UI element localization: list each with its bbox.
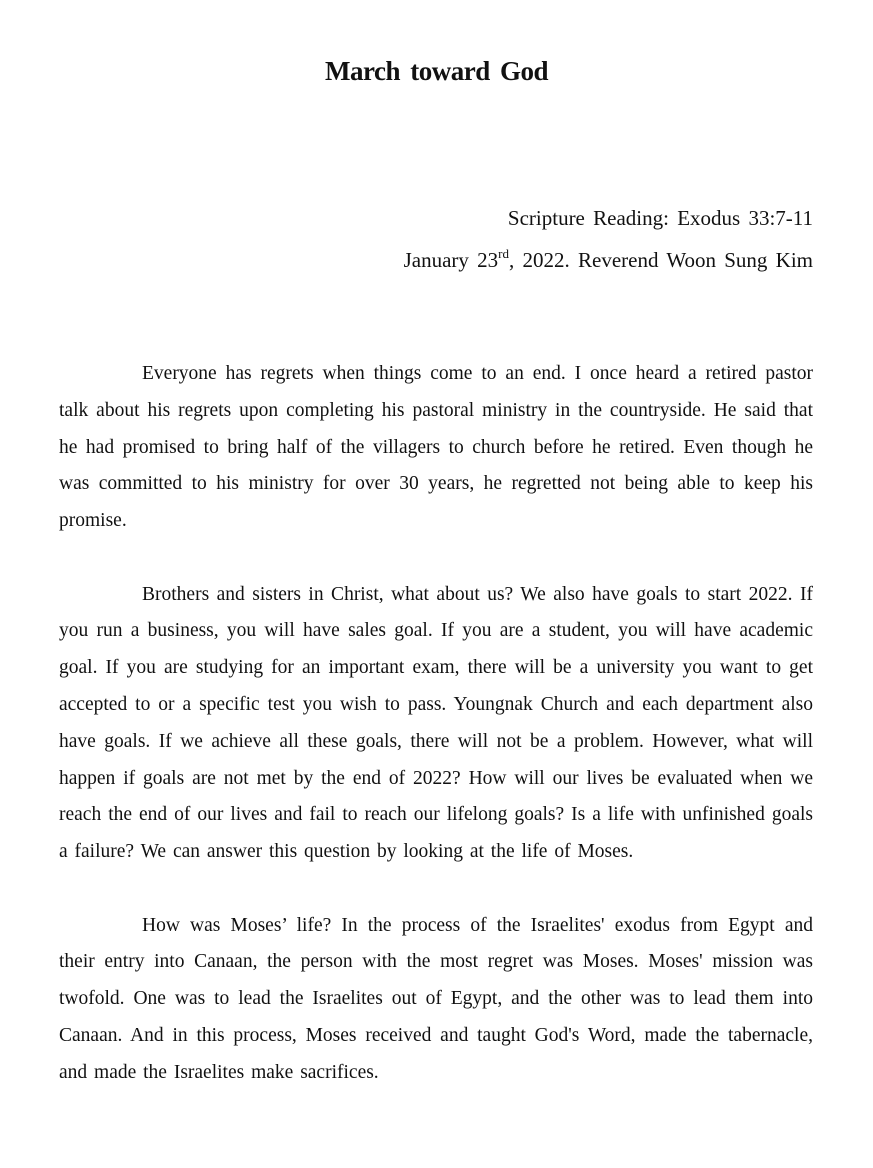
date-and-author-rest: , 2022. Reverend Woon Sung Kim [509, 248, 813, 272]
paragraph-2: Brothers and sisters in Christ, what about us? We also have goals to start 2022. If you run a business, you will have sales goal. If you are a student, you will have academic goal. If you are studying for an important exam, there will be a university you want to get accepted to or a specific test you wish to pass. Youngnak Church and each department also have goals. If we achieve all these goals, there will not be a problem. However, what will happen if goals are not met by the end of 2022? How will our lives be evaluated when we reach the end of our lives and fail to reach our lifelong goals? Is a life with unfinished goals a failure? We can answer this question by looking at the life of Moses. [59, 583, 813, 863]
sermon-body [59, 356, 813, 1092]
date-and-author [404, 248, 813, 273]
date-ordinal-suffix: rd [498, 246, 509, 261]
sermon-title: March toward God [325, 56, 548, 86]
date-prefix: January 23 [403, 248, 499, 272]
paragraph-3: How was Moses’ life? In the process of the Israelites' exodus from Egypt and their entry into Canaan, the person with the most regret was Moses. Moses' mission was twofold. One was to lead the Israelites out of Egypt, and the other was to lead them into Canaan. And in this process, Moses received and taught God's Word, made the tabernacle, and made the Israelites make sacrifices. [59, 914, 813, 1083]
paragraph-1: Everyone has regrets when things come to an end. I once heard a retired pastor talk about his regrets upon completing his pastoral ministry in the countryside. He said that he had promised to bring half of the villagers to church before he retired. Even though he was committed to his ministry for over 30 years, he regretted not being able to keep his promise. [59, 363, 813, 532]
scripture-reading: Scripture Reading: Exodus 33:7-11 [507, 206, 813, 230]
